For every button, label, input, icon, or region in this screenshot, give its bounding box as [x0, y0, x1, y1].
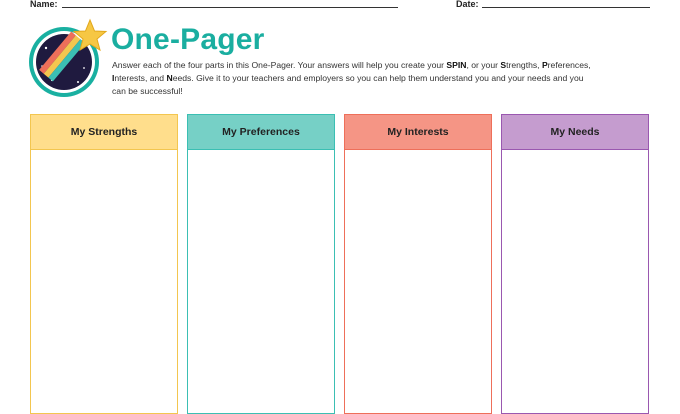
shooting-star-icon: [28, 18, 108, 98]
interests-column[interactable]: [344, 114, 492, 414]
intro-segment: SPIN: [446, 60, 467, 70]
preferences-header: My Preferences: [188, 115, 334, 150]
needs-column[interactable]: [501, 114, 649, 414]
intro-segment: nterests, and: [114, 73, 167, 83]
preferences-column[interactable]: [187, 114, 335, 414]
intro-segment: Answer each of the four parts in this One-Pager. Your answers will help you create your: [112, 60, 447, 70]
page-title: One-Pager: [111, 23, 265, 56]
needs-header: My Needs: [502, 115, 648, 150]
intro-segment: references,: [547, 60, 591, 70]
intro-text: [112, 59, 592, 98]
intro-segment: , or your: [466, 60, 501, 70]
date-label: Date:: [456, 0, 479, 9]
intro-segment: S: [500, 60, 507, 70]
interests-header: My Interests: [345, 115, 491, 150]
strengths-column[interactable]: [30, 114, 178, 414]
form-header: [0, 0, 680, 11]
name-label: Name:: [30, 0, 58, 9]
intro-segment: P: [541, 60, 548, 70]
intro-segment: trengths,: [506, 60, 542, 70]
intro-segment: N: [166, 73, 173, 83]
name-field-line[interactable]: [62, 7, 398, 8]
intro-segment: eeds. Give it to your teachers and employers so you can help them understand you and your needs and you can be successful!: [112, 73, 584, 96]
strengths-header: My Strengths: [31, 115, 177, 150]
intro-segment: I: [112, 73, 115, 83]
date-field-line[interactable]: [482, 7, 650, 8]
